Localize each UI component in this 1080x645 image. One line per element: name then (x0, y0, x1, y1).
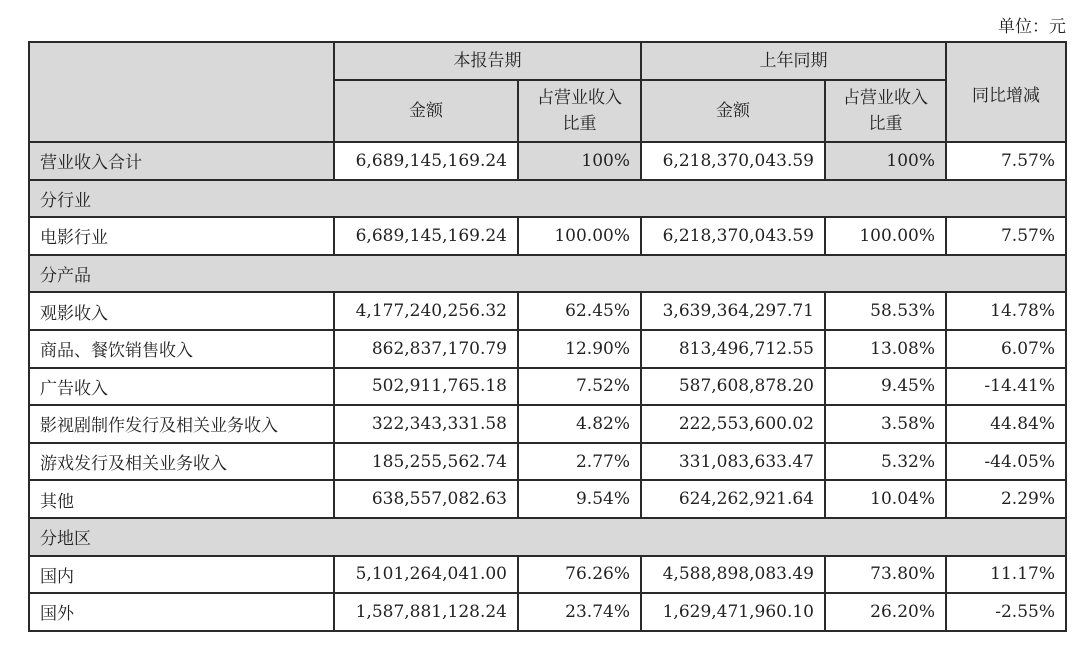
cell-yoy: -2.55% (946, 593, 1066, 631)
section-label: 分行业 (29, 180, 1066, 218)
cell-prev-amount: 1,629,471,960.10 (641, 593, 825, 631)
cell-label: 国外 (29, 593, 334, 631)
cell-yoy: 7.57% (946, 217, 1066, 255)
cell-cur-share: 100% (518, 142, 641, 180)
cell-yoy: -44.05% (946, 443, 1066, 481)
cell-prev-share: 100% (825, 142, 946, 180)
cell-cur-share: 62.45% (518, 292, 641, 330)
cell-label: 营业收入合计 (29, 142, 334, 180)
cell-yoy: 14.78% (946, 292, 1066, 330)
cell-prev-amount: 222,553,600.02 (641, 405, 825, 443)
cell-cur-share: 100.00% (518, 217, 641, 255)
cell-cur-share: 12.90% (518, 330, 641, 368)
header-blank (29, 42, 334, 142)
table-row (29, 443, 1066, 481)
cell-prev-share: 9.45% (825, 368, 946, 406)
unit-label: 单位：元 (998, 17, 1066, 37)
section-row (29, 518, 1066, 556)
cell-label: 游戏发行及相关业务收入 (29, 443, 334, 481)
section-row (29, 255, 1066, 293)
cell-cur-amount: 6,689,145,169.24 (334, 217, 518, 255)
cell-prev-amount: 3,639,364,297.71 (641, 292, 825, 330)
cell-prev-share: 5.32% (825, 443, 946, 481)
cell-cur-amount: 5,101,264,041.00 (334, 556, 518, 594)
cell-cur-amount: 322,343,331.58 (334, 405, 518, 443)
cell-prev-amount: 624,262,921.64 (641, 480, 825, 518)
table-row (29, 330, 1066, 368)
cell-cur-amount: 4,177,240,256.32 (334, 292, 518, 330)
cell-yoy: 44.84% (946, 405, 1066, 443)
share-line2: 比重 (562, 114, 597, 134)
cell-yoy: 6.07% (946, 330, 1066, 368)
table-row (29, 217, 1066, 255)
cell-cur-amount: 1,587,881,128.24 (334, 593, 518, 631)
header-prior-amount: 金额 (641, 80, 825, 142)
section-row (29, 180, 1066, 218)
cell-prev-share: 13.08% (825, 330, 946, 368)
cell-cur-share: 2.77% (518, 443, 641, 481)
table-row (29, 405, 1066, 443)
header-current-share (518, 80, 641, 142)
cell-yoy: 7.57% (946, 142, 1066, 180)
cell-label: 广告收入 (29, 368, 334, 406)
cell-label: 国内 (29, 556, 334, 594)
cell-cur-share: 76.26% (518, 556, 641, 594)
share-line1: 占营业收入 (537, 88, 622, 108)
cell-prev-share: 100.00% (825, 217, 946, 255)
cell-cur-share: 23.74% (518, 593, 641, 631)
cell-prev-share: 26.20% (825, 593, 946, 631)
table-row (29, 292, 1066, 330)
section-label: 分地区 (29, 518, 1066, 556)
table-row (29, 556, 1066, 594)
header-current-period: 本报告期 (334, 42, 641, 80)
table-row (29, 593, 1066, 631)
section-label: 分产品 (29, 255, 1066, 293)
cell-cur-amount: 6,689,145,169.24 (334, 142, 518, 180)
cell-prev-share: 73.80% (825, 556, 946, 594)
header-current-amount: 金额 (334, 80, 518, 142)
share-line1: 占营业收入 (843, 88, 928, 108)
cell-prev-share: 58.53% (825, 292, 946, 330)
cell-label: 其他 (29, 480, 334, 518)
cell-label: 电影行业 (29, 217, 334, 255)
cell-yoy: 2.29% (946, 480, 1066, 518)
cell-cur-share: 4.82% (518, 405, 641, 443)
cell-cur-share: 9.54% (518, 480, 641, 518)
table-row (29, 142, 1066, 180)
cell-cur-amount: 638,557,082.63 (334, 480, 518, 518)
cell-cur-amount: 502,911,765.18 (334, 368, 518, 406)
cell-prev-amount: 813,496,712.55 (641, 330, 825, 368)
header-prior-period: 上年同期 (641, 42, 946, 80)
cell-prev-amount: 6,218,370,043.59 (641, 217, 825, 255)
revenue-table (28, 41, 1067, 632)
cell-prev-amount: 587,608,878.20 (641, 368, 825, 406)
cell-cur-amount: 185,255,562.74 (334, 443, 518, 481)
cell-prev-share: 10.04% (825, 480, 946, 518)
header-yoy: 同比增减 (946, 42, 1066, 142)
cell-yoy: 11.17% (946, 556, 1066, 594)
cell-prev-amount: 6,218,370,043.59 (641, 142, 825, 180)
cell-label: 商品、餐饮销售收入 (29, 330, 334, 368)
table-row (29, 480, 1066, 518)
cell-label: 影视剧制作发行及相关业务收入 (29, 405, 334, 443)
cell-label: 观影收入 (29, 292, 334, 330)
cell-cur-amount: 862,837,170.79 (334, 330, 518, 368)
cell-yoy: -14.41% (946, 368, 1066, 406)
cell-prev-amount: 4,588,898,083.49 (641, 556, 825, 594)
cell-cur-share: 7.52% (518, 368, 641, 406)
cell-prev-share: 3.58% (825, 405, 946, 443)
share-line2: 比重 (868, 114, 903, 134)
table-row (29, 368, 1066, 406)
cell-prev-amount: 331,083,633.47 (641, 443, 825, 481)
header-prior-share (825, 80, 946, 142)
